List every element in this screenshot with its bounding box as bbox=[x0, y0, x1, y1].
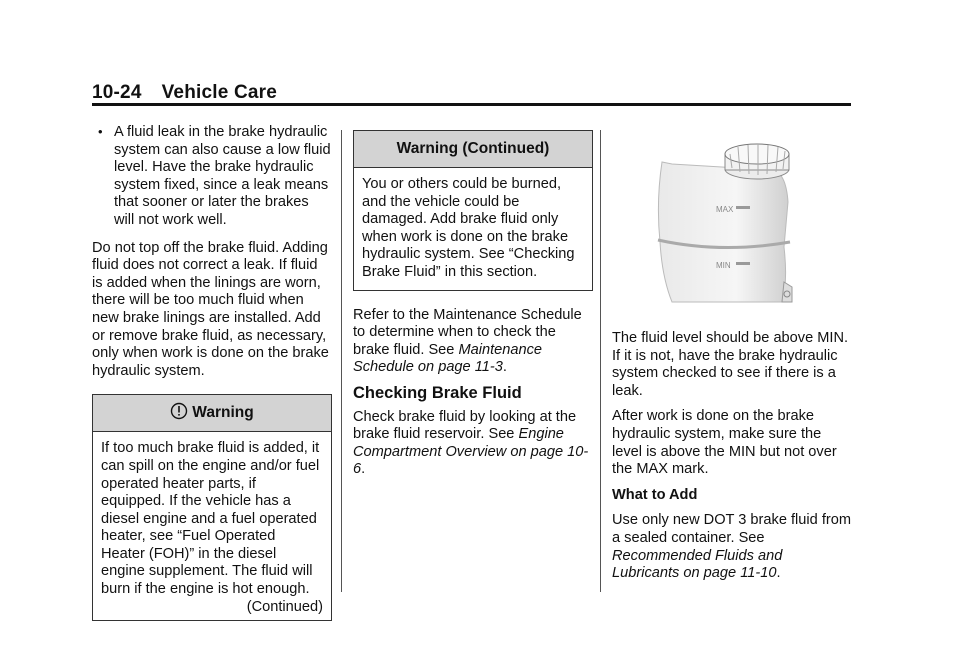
warning-box bbox=[92, 394, 332, 621]
continued-label: (Continued) bbox=[246, 598, 323, 615]
column-right bbox=[612, 330, 852, 591]
column-middle bbox=[353, 130, 593, 487]
max-mark: MAX bbox=[716, 205, 734, 214]
paragraph: After work is done on the brake hydraulic system, make sure the level is above the MIN but not over the MAX mark. bbox=[612, 408, 837, 478]
paragraph: Check brake fluid by looking at the brake fluid reservoir. See Engine Compartment Overview on page 10-6. bbox=[353, 408, 589, 478]
warning-header: Warning (Continued) bbox=[354, 131, 592, 168]
section-heading: Checking Brake Fluid bbox=[353, 383, 522, 402]
bullet-text: A fluid leak in the brake hydraulic system can also cause a low fluid level. Have the brake hydraulic system fixed, since a leak means that sooner or later the brakes will not work well. bbox=[114, 124, 331, 228]
header-rule bbox=[92, 103, 851, 106]
paragraph: Do not top off the brake fluid. Adding fluid does not correct a leak. If fluid is added when the linings are worn, there will be too much fluid when new brake linings are installed. Add or remove brake fluid, as necessary, only when work is done on the brake hydraulic system. bbox=[92, 239, 329, 379]
warning-text: If too much brake fluid is added, it can spill on the engine and/or fuel operated heater parts, if equipped. If the vehicle has a diesel engine and a fuel operated heater, see “Fuel Operated Heater (FOH)” in the diesel engine supplement. The fluid will burn if the engine is hot enough. bbox=[101, 440, 320, 598]
warning-body bbox=[93, 432, 331, 620]
page-reference-link[interactable]: Recommended Fluids and Lubricants on page 11-10 bbox=[612, 547, 783, 582]
page-reference-link[interactable]: Maintenance Schedule on page 11-3 bbox=[353, 341, 543, 376]
brake-fluid-reservoir-illustration bbox=[652, 142, 800, 312]
paragraph: The fluid level should be above MIN. If it is not, have the brake hydraulic system checked to see if there is a leak. bbox=[612, 330, 849, 399]
warning-header bbox=[93, 395, 331, 432]
paragraph: Use only new DOT 3 brake fluid from a sealed container. See Recommended Fluids and Lubricants on page 11-10. bbox=[612, 512, 852, 582]
warning-body: You or others could be burned, and the vehicle could be damaged. Add brake fluid only when work is done on the brake hydraulic system. See “Checking Brake Fluid” in this section. bbox=[362, 176, 575, 280]
warning-title: Warning bbox=[192, 404, 254, 422]
subheading: What to Add bbox=[612, 486, 698, 503]
paragraph: Refer to the Maintenance Schedule to determine when to check the brake fluid. See Maintenance Schedule on page 11-3. bbox=[353, 306, 582, 376]
column-divider bbox=[341, 130, 342, 592]
section-title: Vehicle Care bbox=[161, 82, 278, 103]
min-mark: MIN bbox=[716, 261, 731, 270]
page-header bbox=[92, 82, 277, 104]
column-left bbox=[92, 124, 332, 621]
page-number: 10-24 bbox=[92, 82, 142, 103]
warning-icon bbox=[170, 402, 188, 420]
bullet-icon: • bbox=[98, 124, 103, 139]
warning-box bbox=[353, 130, 593, 291]
page-reference-link[interactable]: Engine Compartment Overview on page 10-6 bbox=[353, 426, 589, 478]
column-divider bbox=[600, 130, 601, 592]
list-item bbox=[92, 124, 332, 230]
